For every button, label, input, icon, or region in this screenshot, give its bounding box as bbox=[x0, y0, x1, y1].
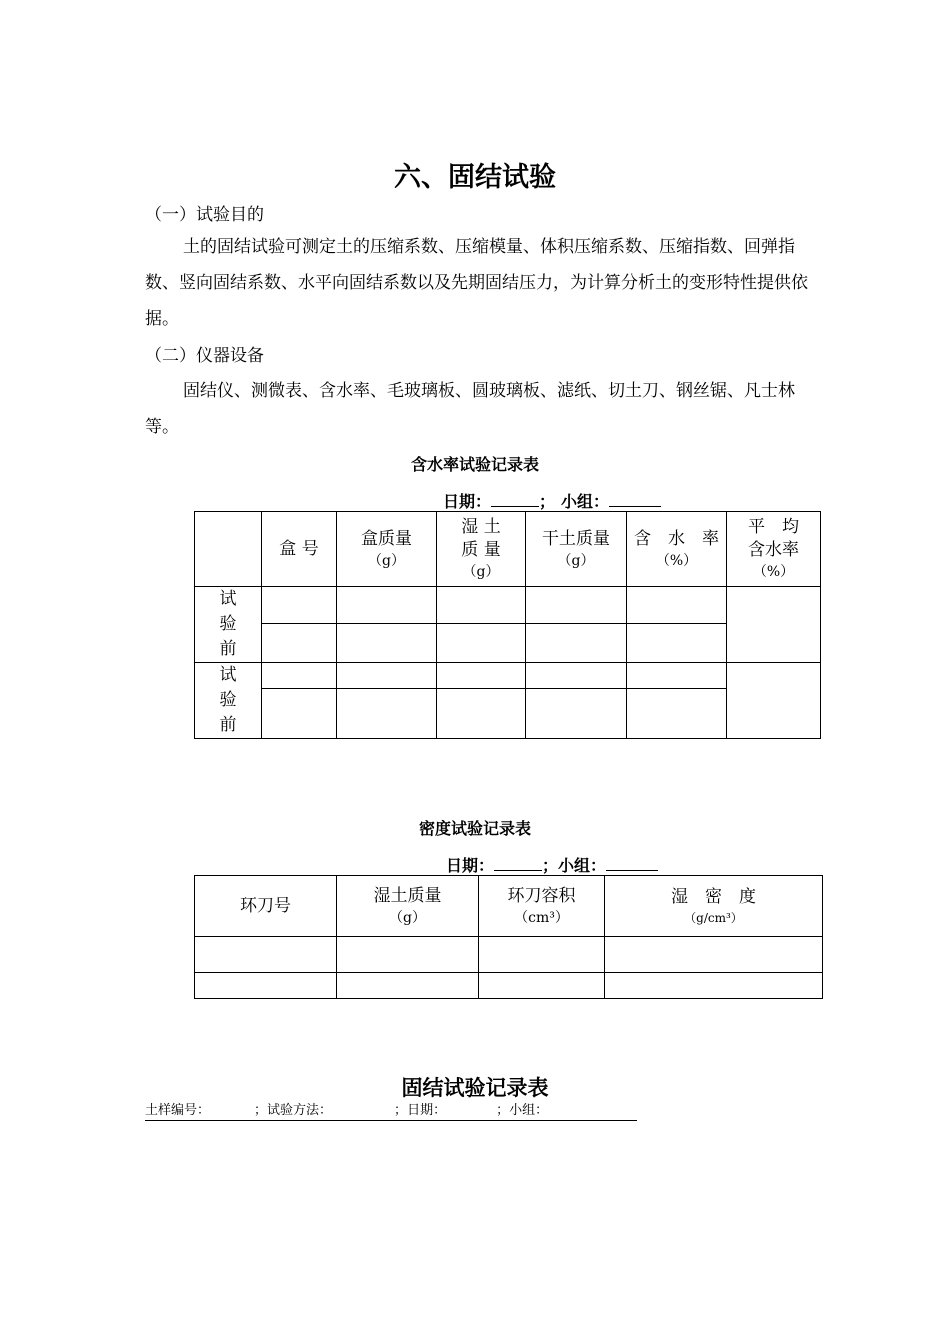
data-cell[interactable] bbox=[526, 689, 627, 739]
data-cell[interactable] bbox=[337, 587, 437, 624]
group-blank bbox=[609, 492, 661, 507]
data-cell[interactable] bbox=[437, 587, 526, 624]
page-title: 六、固结试验 bbox=[394, 162, 556, 193]
data-cell[interactable] bbox=[479, 937, 605, 973]
purpose-paragraph: 土的固结试验可测定土的压缩系数、压缩模量、体积压缩系数、压缩指数、回弹指数、竖向固结系数、水平向固结系数以及先期固结压力，为计算分析土的变形特性提供依据。 bbox=[145, 237, 808, 329]
data-cell[interactable] bbox=[627, 624, 727, 663]
data-cell[interactable] bbox=[262, 663, 337, 689]
data-cell[interactable] bbox=[337, 689, 437, 739]
date-label: 日期： bbox=[443, 492, 492, 511]
header-row bbox=[195, 512, 821, 587]
data-cell[interactable] bbox=[526, 624, 627, 663]
consolidation-table-caption: 固结试验记录表 bbox=[401, 1075, 549, 1100]
data-cell[interactable] bbox=[526, 587, 627, 624]
date-label: 日期： bbox=[446, 856, 495, 875]
header-average-moisture: 平 均 含水率 （%） bbox=[727, 512, 821, 587]
consolidation-info-line bbox=[145, 1102, 637, 1121]
header-wet-mass: 湿土质量 （g） bbox=[337, 876, 479, 937]
density-table bbox=[194, 875, 823, 999]
moisture-date-line bbox=[443, 489, 661, 512]
data-cell[interactable] bbox=[262, 624, 337, 663]
header-wet-density: 湿 密 度 （g/cm³） bbox=[605, 876, 823, 937]
moisture-table bbox=[194, 511, 821, 739]
header-box-mass: 盒质量 （g） bbox=[337, 512, 437, 587]
header-wet-soil-mass: 湿 土 质 量 （g） bbox=[437, 512, 526, 587]
density-table-caption: 密度试验记录表 bbox=[418, 819, 531, 838]
data-cell[interactable] bbox=[627, 587, 727, 624]
header-ring-no: 环刀号 bbox=[195, 876, 337, 937]
data-cell[interactable] bbox=[337, 624, 437, 663]
equipment-paragraph: 固结仪、测微表、含水率、毛玻璃板、圆玻璃板、滤纸、切土刀、钢丝锯、凡士林等。 bbox=[145, 381, 795, 437]
data-cell[interactable] bbox=[337, 663, 437, 689]
data-cell[interactable] bbox=[605, 973, 823, 999]
separator: ； bbox=[539, 492, 556, 511]
date-blank bbox=[494, 856, 542, 871]
table-row bbox=[195, 973, 823, 999]
group-label: 小组： bbox=[561, 492, 610, 511]
separator: ； bbox=[394, 1103, 408, 1118]
header-moisture: 含 水 率 （%） bbox=[627, 512, 727, 587]
date-blank bbox=[491, 492, 539, 507]
section-heading-purpose: （一）试验目的 bbox=[145, 205, 264, 225]
moisture-table-caption: 含水率试验记录表 bbox=[410, 455, 539, 474]
data-cell[interactable] bbox=[627, 689, 727, 739]
data-cell[interactable] bbox=[437, 689, 526, 739]
density-date-line bbox=[446, 853, 658, 876]
method-label: 试验方法： bbox=[267, 1103, 333, 1118]
table-row bbox=[195, 587, 821, 624]
separator: ； bbox=[496, 1103, 510, 1118]
data-cell[interactable] bbox=[437, 624, 526, 663]
sample-label: 土样编号： bbox=[145, 1103, 211, 1118]
group-blank bbox=[606, 856, 658, 871]
header-ring-volume: 环刀容积 （cm³） bbox=[479, 876, 605, 937]
header-row bbox=[195, 876, 823, 937]
section-heading-equipment: （二）仪器设备 bbox=[145, 346, 264, 366]
separator: ； bbox=[542, 856, 559, 875]
group-label: 小组： bbox=[509, 1103, 549, 1118]
data-cell[interactable] bbox=[337, 937, 479, 973]
header-dry-soil-mass: 干土质量 （g） bbox=[526, 512, 627, 587]
data-cell[interactable] bbox=[262, 587, 337, 624]
separator: ； bbox=[254, 1103, 268, 1118]
date-label: 日期： bbox=[407, 1103, 447, 1118]
data-cell[interactable] bbox=[437, 663, 526, 689]
data-cell[interactable] bbox=[262, 689, 337, 739]
data-cell[interactable] bbox=[526, 663, 627, 689]
table-row bbox=[195, 937, 823, 973]
average-cell[interactable] bbox=[727, 587, 821, 663]
row-label-after: 试 验 前 bbox=[195, 663, 262, 739]
data-cell[interactable] bbox=[479, 973, 605, 999]
data-cell[interactable] bbox=[627, 663, 727, 689]
average-cell[interactable] bbox=[727, 663, 821, 739]
data-cell[interactable] bbox=[195, 937, 337, 973]
row-label-before: 试 验 前 bbox=[195, 587, 262, 663]
data-cell[interactable] bbox=[195, 973, 337, 999]
header-box-no: 盒 号 bbox=[262, 512, 337, 587]
corner-cell bbox=[195, 512, 262, 587]
data-cell[interactable] bbox=[605, 937, 823, 973]
data-cell[interactable] bbox=[337, 973, 479, 999]
table-row bbox=[195, 663, 821, 689]
group-label: 小组： bbox=[558, 856, 607, 875]
